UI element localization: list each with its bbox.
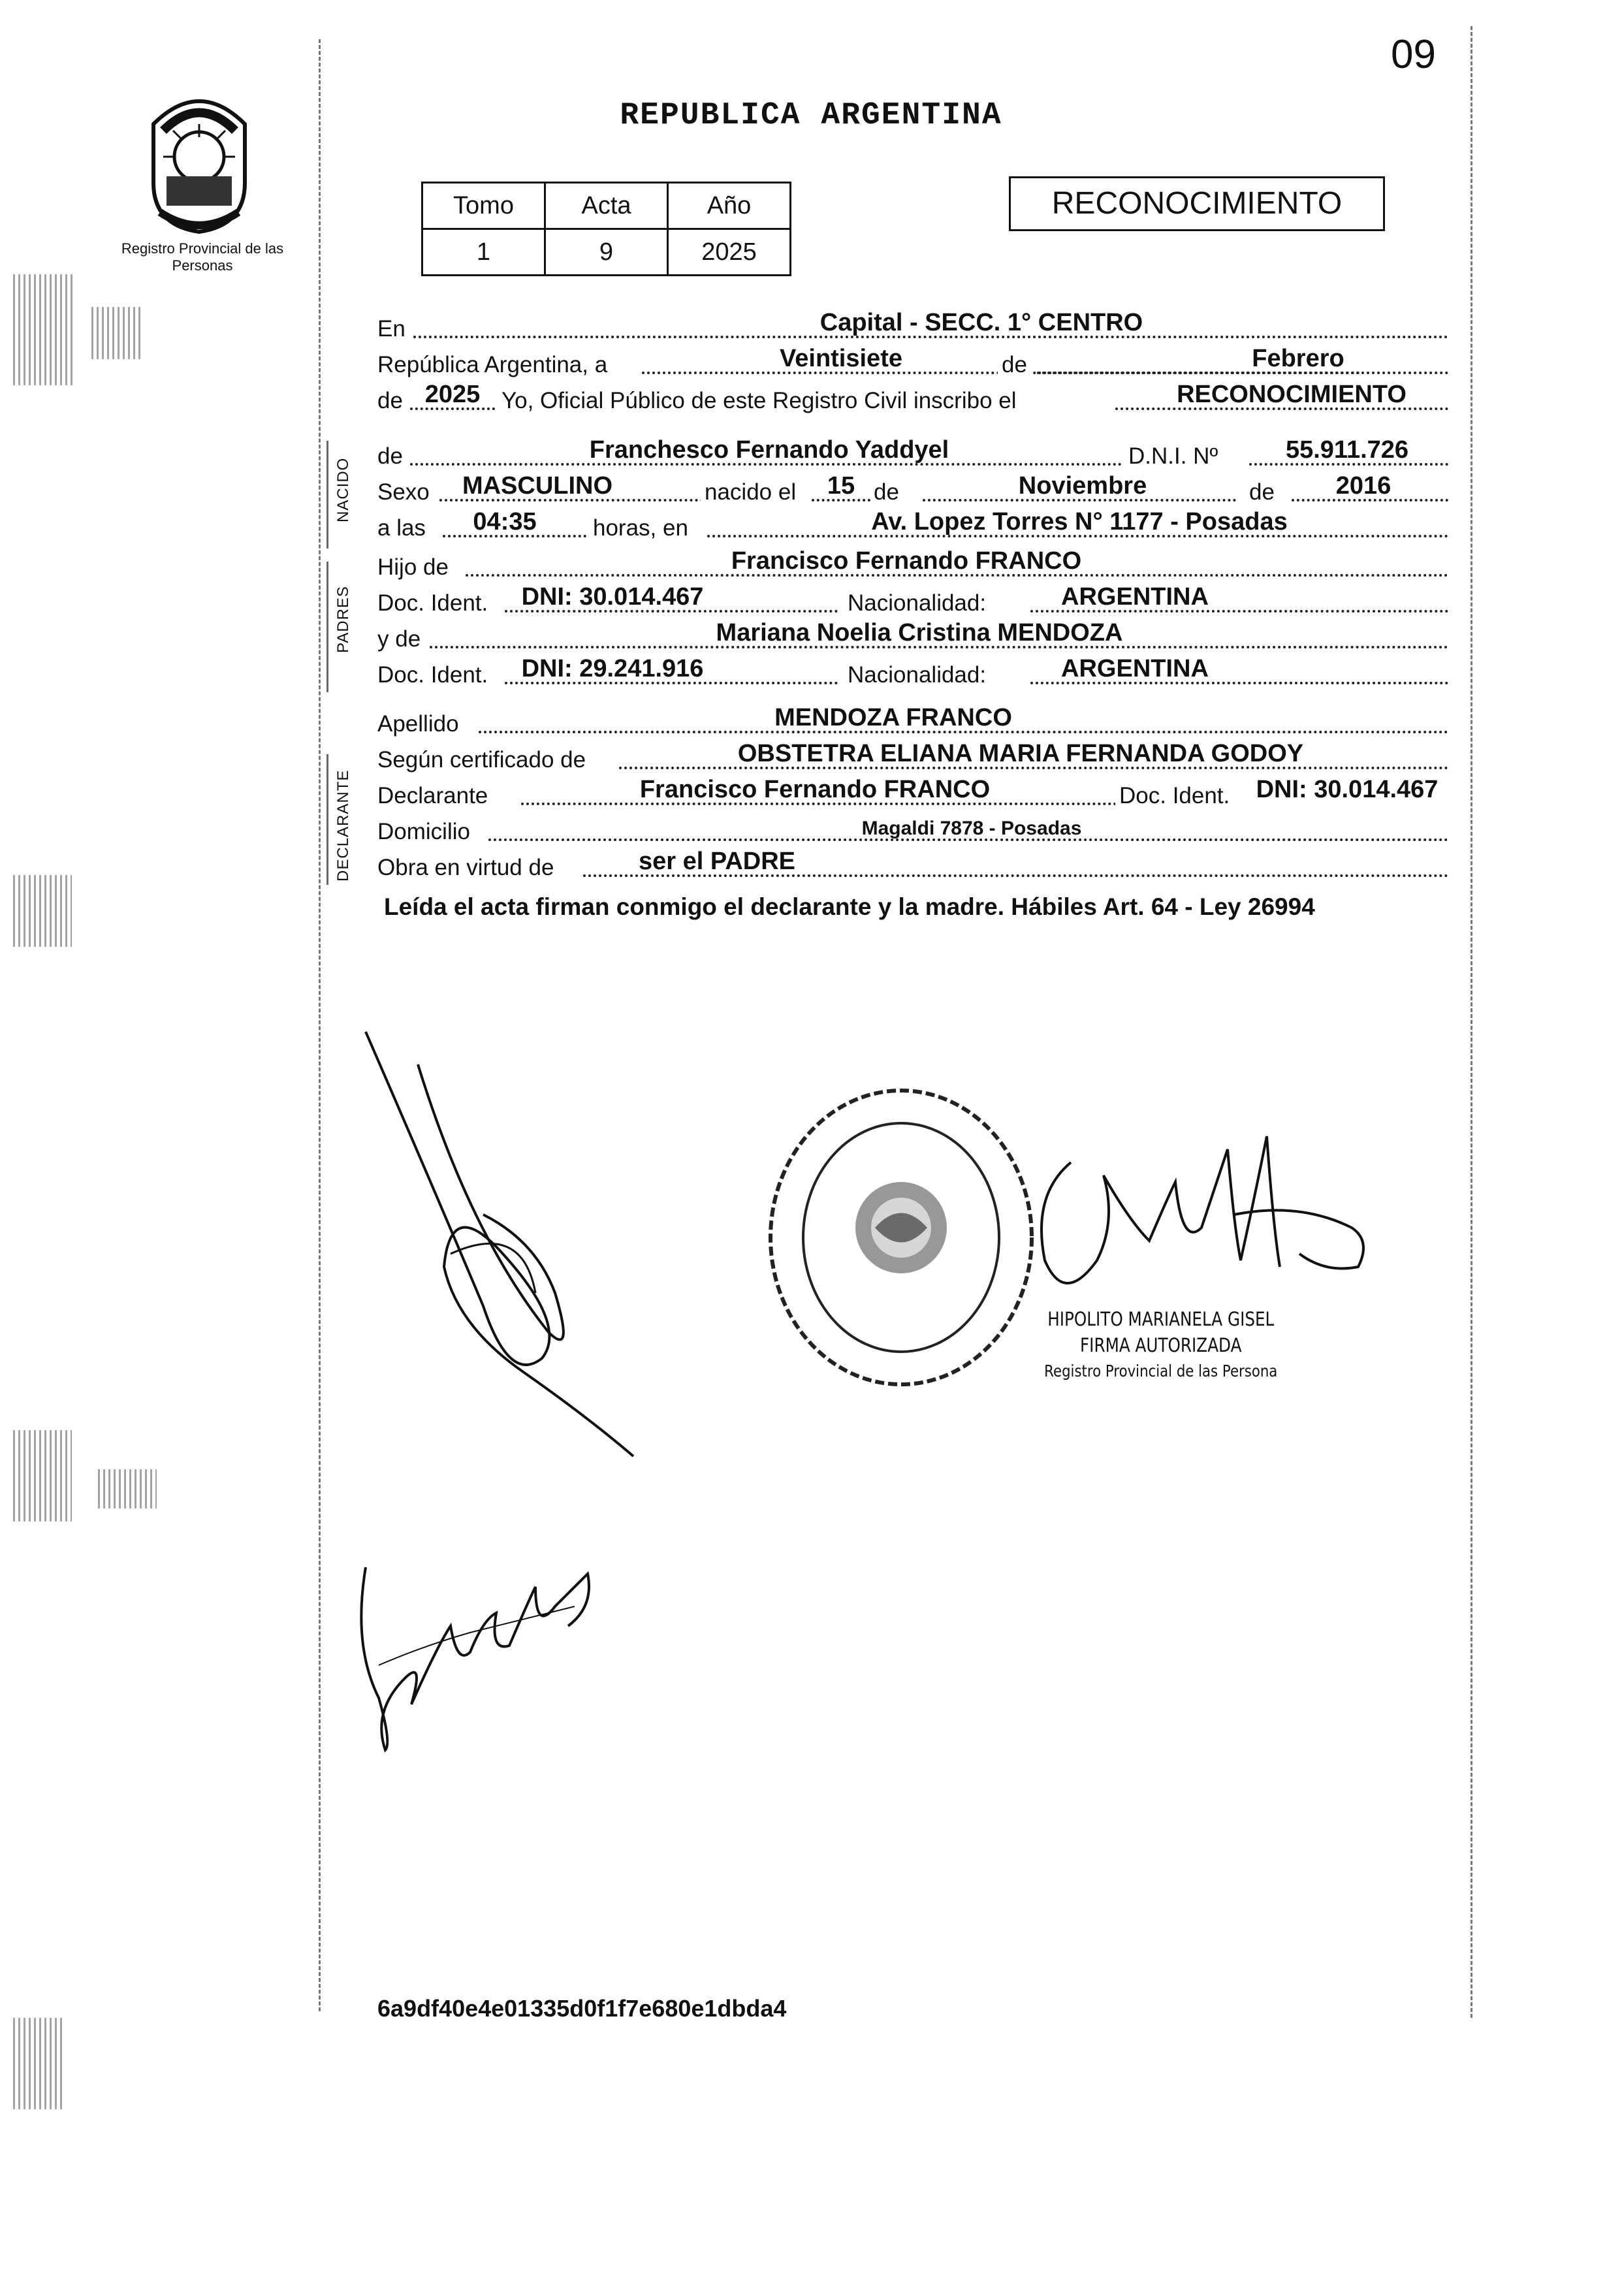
scan-noise [13, 875, 72, 947]
row-inscripcion [377, 379, 1448, 418]
label-hijo-de: Hijo de [377, 554, 449, 580]
act-type-box: RECONOCIMIENTO [1009, 176, 1385, 231]
value-lugar: Capital - SECC. 1° CENTRO [819, 309, 1143, 336]
label-doc-ident: Doc. Ident. [377, 662, 488, 688]
label-horas-en: horas, en [593, 515, 688, 541]
official-signature-block [1030, 1306, 1292, 1384]
closing-statement: Leída el acta firman conmigo el declarante y la madre. Hábiles Art. 64 - Ley 26994 [384, 893, 1315, 920]
row-lugar [377, 307, 1448, 346]
value-nac-anio: 2016 [1335, 472, 1391, 500]
label-nacido-el: nacido el [701, 479, 800, 505]
row-domicilio [377, 810, 1448, 849]
value-madre-nac: ARGENTINA [1061, 655, 1209, 682]
value-acta: 9 [545, 229, 668, 276]
label-yo: Yo, Oficial Público de este Registro Civil inscribo el [501, 388, 1017, 413]
value-domicilio: Magaldi 7878 - Posadas [861, 818, 1082, 839]
row-sexo [377, 470, 1448, 509]
value-tomo: 1 [422, 229, 545, 276]
label-declarante: Declarante [377, 783, 488, 808]
label-dni: D.N.I. Nº [1128, 443, 1218, 469]
document-hash: 6a9df40e4e01335d0f1f7e680e1dbda4 [377, 1995, 787, 2022]
label-doc-ident-declarante: Doc. Ident. [1115, 783, 1233, 809]
section-divider [326, 754, 328, 885]
section-divider [326, 441, 328, 549]
page-number: 09 [1391, 32, 1436, 77]
document-title: REPUBLICA ARGENTINA [620, 98, 1002, 133]
official-signature-icon [1019, 1110, 1384, 1319]
label-republica: República Argentina, a [377, 352, 608, 377]
value-apellido: MENDOZA FRANCO [774, 704, 1012, 731]
value-dni: 55.911.726 [1285, 436, 1409, 464]
label-apellido: Apellido [377, 711, 459, 737]
value-declarante-doc: DNI: 30.014.467 [1256, 776, 1439, 803]
value-certificado: OBSTETRA ELIANA MARIA FERNANDA GODOY [737, 740, 1304, 767]
row-obra [377, 846, 1448, 885]
label-en: En [377, 316, 406, 342]
scan-noise [91, 307, 144, 359]
value-padre-doc: DNI: 30.014.467 [521, 583, 704, 611]
row-padre [377, 545, 1448, 584]
section-label-nacido: NACIDO [334, 457, 352, 522]
official-name: HIPOLITO MARIANELA GISEL [1047, 1308, 1275, 1330]
value-sexo: MASCULINO [462, 472, 613, 500]
official-office: Registro Provincial de las Persona [1044, 1362, 1278, 1380]
table-row [422, 229, 791, 276]
row-padre-doc [377, 581, 1448, 620]
scan-noise [13, 274, 75, 385]
value-obra: ser el PADRE [638, 848, 796, 875]
value-madre: Mariana Noelia Cristina MENDOZA [716, 619, 1123, 646]
row-fecha [377, 343, 1448, 382]
register-table [421, 182, 791, 276]
value-anio: 2025 [668, 229, 791, 276]
row-madre-doc [377, 653, 1448, 692]
official-stamp-icon [761, 1081, 1042, 1394]
table-row [422, 183, 791, 229]
label-de: de [998, 352, 1031, 378]
value-nac-dia: 15 [827, 472, 855, 500]
label-de: de [1249, 479, 1275, 505]
value-dia: Veintisiete [780, 345, 902, 372]
official-role: FIRMA AUTORIZADA [1080, 1334, 1242, 1356]
value-nombre: Franchesco Fernando Yaddyel [589, 436, 949, 464]
row-madre [377, 617, 1448, 656]
label-obra: Obra en virtud de [377, 855, 554, 880]
section-divider [326, 562, 328, 692]
value-nac-mes: Noviembre [1018, 472, 1147, 500]
value-madre-doc: DNI: 29.241.916 [521, 655, 704, 682]
label-nacionalidad: Nacionalidad: [848, 590, 987, 616]
label-de: de [377, 443, 403, 469]
header-anio: Año [668, 183, 791, 229]
label-y-de: y de [377, 626, 421, 652]
label-de: de [874, 479, 899, 505]
right-margin-line [1471, 26, 1472, 2018]
stamp-text [764, 1071, 765, 1072]
label-sexo: Sexo [377, 479, 430, 505]
scan-noise [13, 2018, 65, 2109]
section-label-declarante: DECLARANTE [334, 769, 352, 882]
scan-noise [13, 1430, 72, 1522]
mother-signature-icon [340, 1548, 614, 1757]
value-padre-nac: ARGENTINA [1061, 583, 1209, 611]
scan-noise [98, 1469, 157, 1508]
row-nombre [377, 434, 1448, 473]
label-segun: Según certificado de [377, 747, 586, 773]
value-declarante: Francisco Fernando FRANCO [639, 776, 991, 803]
value-padre: Francisco Fernando FRANCO [731, 547, 1082, 575]
label-nacionalidad: Nacionalidad: [848, 662, 987, 688]
declarant-signature-icon [353, 1019, 679, 1463]
registry-caption: Registro Provincial de las Personas [121, 240, 284, 274]
label-a-las: a las [377, 515, 426, 541]
left-margin-line [319, 39, 321, 2011]
label-doc-ident: Doc. Ident. [377, 590, 488, 616]
value-anio: 2025 [424, 381, 481, 408]
label-domicilio: Domicilio [377, 819, 470, 844]
header-tomo: Tomo [422, 183, 545, 229]
label-de: de [377, 388, 403, 413]
value-mes: Febrero [1252, 345, 1344, 372]
section-label-padres: PADRES [334, 586, 352, 653]
row-apellido [377, 702, 1448, 741]
row-declarante [377, 774, 1448, 813]
value-hora: 04:35 [473, 508, 537, 535]
row-hora [377, 506, 1448, 545]
row-certificado [377, 738, 1448, 777]
header-acta: Acta [545, 183, 668, 229]
value-lugar-nac: Av. Lopez Torres N° 1177 - Posadas [871, 508, 1288, 535]
value-acto: RECONOCIMIENTO [1177, 381, 1407, 408]
